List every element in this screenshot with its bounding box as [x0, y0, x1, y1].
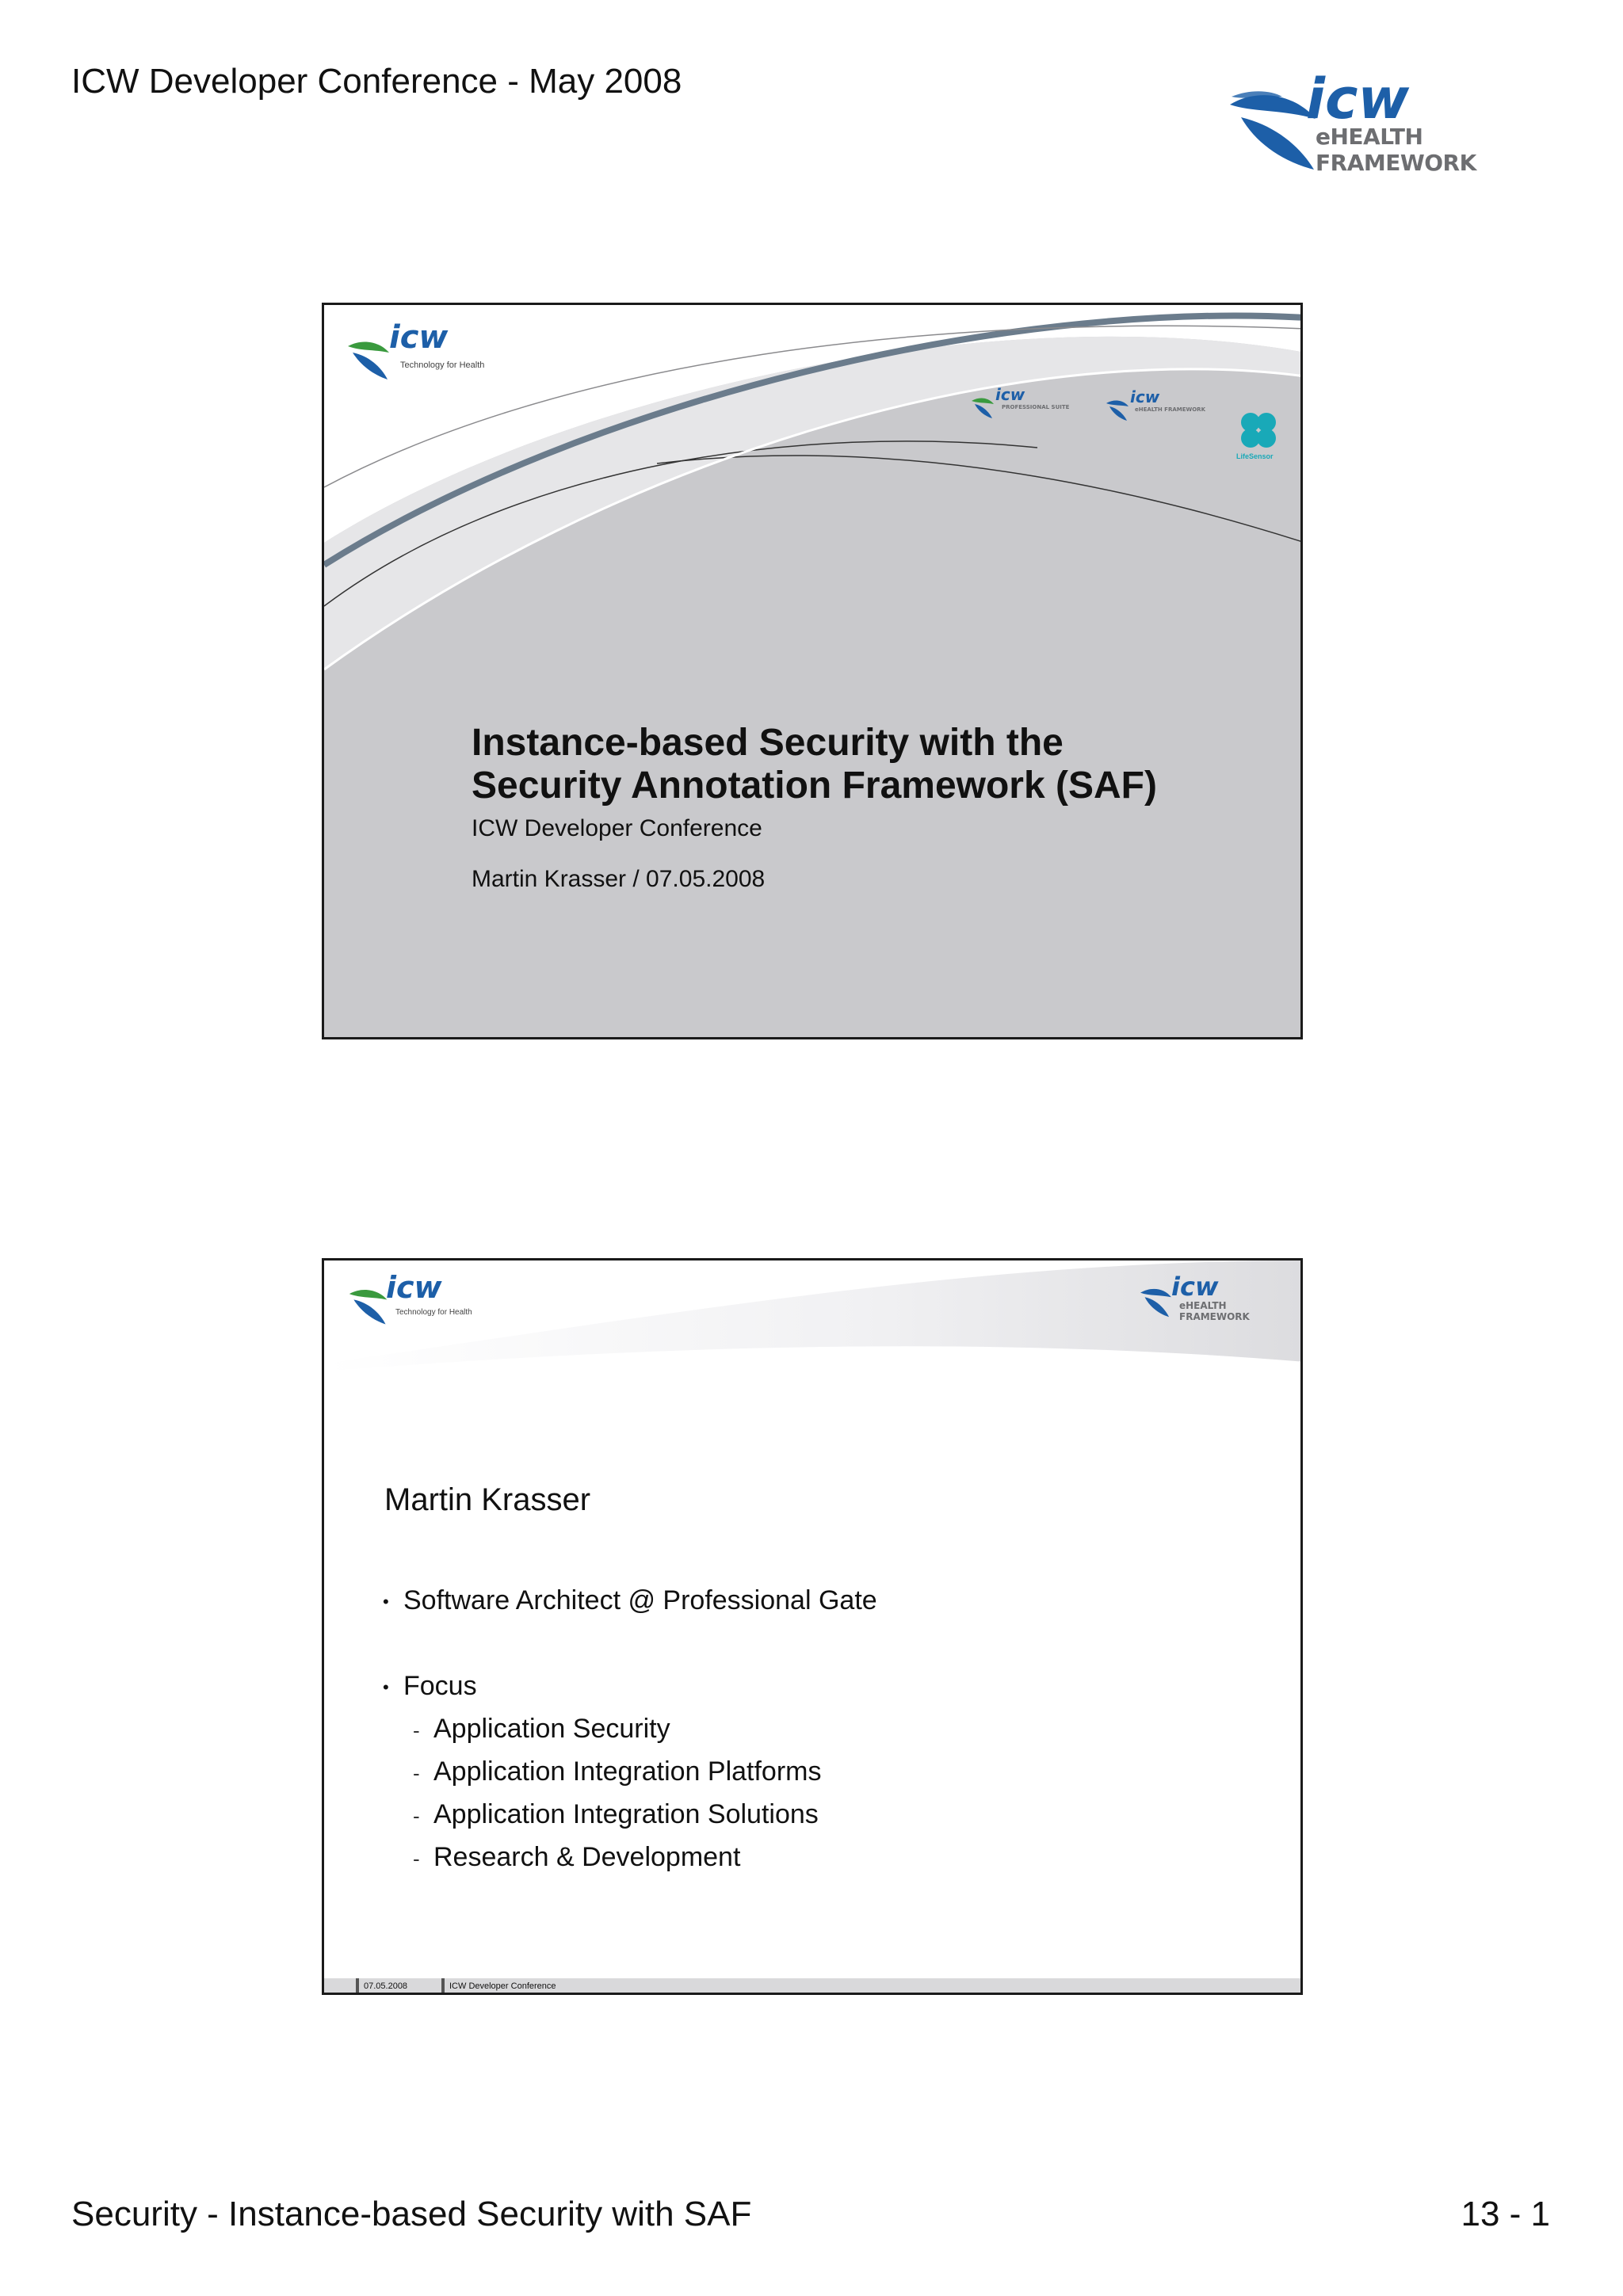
page-footer-title: Security - Instance-based Security with SAF [71, 2195, 752, 2233]
logo-subtext: eHEALTH FRAMEWORK [1316, 124, 1476, 176]
bullet-item [383, 1585, 877, 1616]
sub-bullet-marker: - [413, 1847, 420, 1871]
professional-suite-logo [970, 385, 1081, 423]
focus-item-text: Application Integration Solutions [433, 1799, 819, 1829]
icw-technology-logo [346, 319, 513, 394]
page-number: 13 - 1 [1461, 2195, 1550, 2233]
lifesensor-label: LifeSensor [1236, 452, 1274, 460]
icw-technology-logo [348, 1270, 506, 1337]
focus-item [413, 1714, 670, 1745]
speaker-slide [322, 1258, 1303, 1995]
lifesensor-clover-icon [1236, 408, 1281, 452]
logo-subtext: PROFESSIONAL SUITE [1002, 404, 1070, 410]
footer-divider [441, 1978, 445, 1993]
slide-title-line-1: Instance-based Security with the [472, 722, 1064, 764]
slide-title [472, 722, 1157, 807]
focus-item [413, 1756, 821, 1787]
logo-tagline: Technology for Health [400, 360, 485, 370]
bullet-marker: • [383, 1677, 389, 1698]
title-slide [322, 303, 1303, 1039]
ehealth-framework-small-logo [1136, 1272, 1295, 1324]
logo-subtext: eHEALTH FRAMEWORK [1135, 406, 1206, 413]
ehealth-framework-small-logo [1105, 387, 1224, 425]
sub-bullet-marker: - [413, 1718, 420, 1742]
focus-item [413, 1799, 819, 1830]
slide-author-date: Martin Krasser / 07.05.2008 [472, 866, 766, 892]
footer-divider [356, 1978, 359, 1993]
page-header: ICW Developer Conference - May 2008 [71, 62, 682, 101]
focus-item [413, 1842, 740, 1873]
slide-subtitle: ICW Developer Conference [472, 815, 762, 841]
slide-footer-date: 07.05.2008 [364, 1981, 408, 1991]
bullet-item [383, 1671, 477, 1702]
bullet-text: Software Architect @ Professional Gate [403, 1585, 877, 1615]
slide-title-line-2: Security Annotation Framework (SAF) [472, 765, 1157, 807]
icw-ehealth-framework-logo [1227, 67, 1560, 176]
logo-text: icw [995, 385, 1025, 404]
logo-text: icw [1306, 67, 1410, 132]
slide-footer-bar [324, 1978, 1300, 1993]
sub-bullet-marker: - [413, 1804, 420, 1828]
lifesensor-logo [1232, 408, 1287, 471]
sub-bullet-marker: - [413, 1761, 420, 1785]
bullet-text: Focus [403, 1671, 477, 1701]
slide-footer-event: ICW Developer Conference [449, 1981, 556, 1991]
bullet-marker: • [383, 1592, 389, 1612]
focus-item-text: Application Security [433, 1714, 670, 1744]
logo-text: icw [386, 1270, 442, 1305]
focus-item-text: Research & Development [433, 1842, 741, 1872]
logo-subtext: eHEALTH FRAMEWORK [1179, 1300, 1250, 1322]
logo-text: icw [1171, 1272, 1219, 1302]
logo-text: icw [389, 319, 449, 356]
focus-item-text: Application Integration Platforms [433, 1756, 822, 1787]
speaker-name: Martin Krasser [384, 1482, 591, 1517]
logo-tagline: Technology for Health [395, 1308, 472, 1317]
logo-text: icw [1130, 387, 1160, 406]
